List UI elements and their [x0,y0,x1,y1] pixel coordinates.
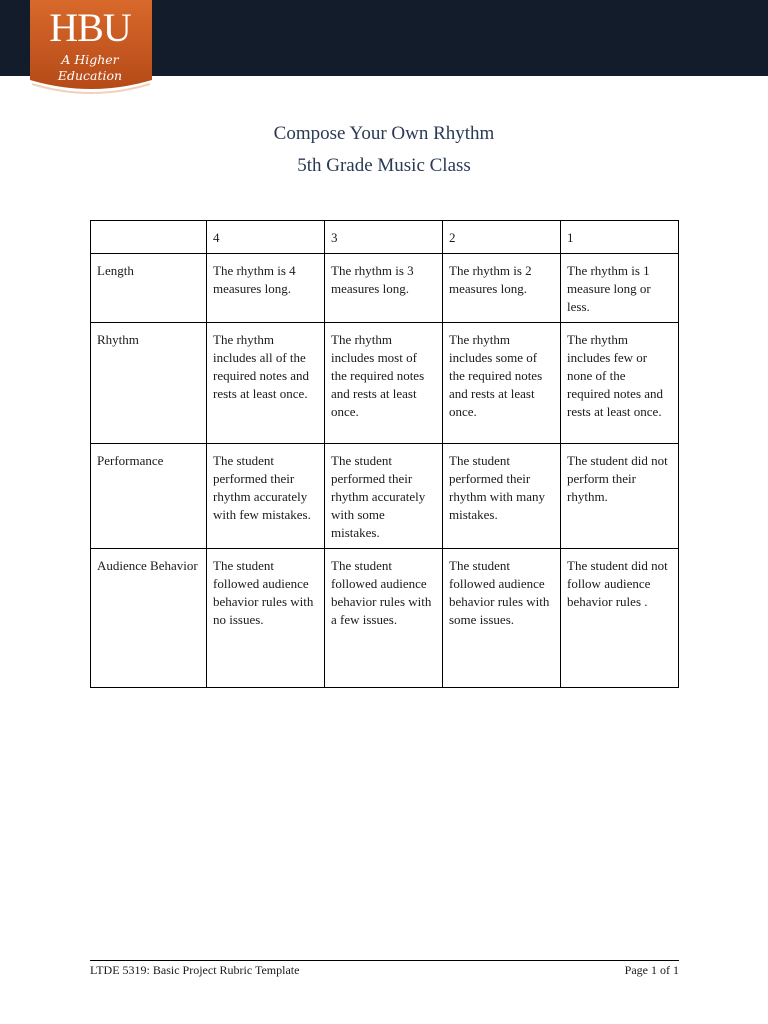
rubric-cell: The student followed audience behavior rules with some issues. [443,549,561,688]
rubric-cell: The student performed their rhythm accurately with some mistakes. [325,444,443,549]
rubric-cell: The rhythm includes most of the required notes and rests at least once. [325,323,443,444]
rubric-row-performance [91,444,679,549]
header-cell-score-3: 3 [325,221,443,254]
rubric-row-rhythm [91,323,679,444]
rubric-row-length [91,254,679,323]
logo-text: HBU [49,5,131,50]
rubric-cell: The student performed their rhythm with many mistakes. [443,444,561,549]
rubric-cell: The student followed audience behavior rules with a few issues. [325,549,443,688]
header-cell-score-1: 1 [561,221,679,254]
criterion-cell: Performance [91,444,207,549]
rubric-cell: The student did not perform their rhythm. [561,444,679,549]
rubric-cell: The rhythm includes some of the required notes and rests at least once. [443,323,561,444]
rubric-cell: The student performed their rhythm accurately with few mistakes. [207,444,325,549]
rubric-cell: The rhythm is 1 measure long or less. [561,254,679,323]
header-cell-empty [91,221,207,254]
rubric-cell: The rhythm includes all of the required notes and rests at least once. [207,323,325,444]
rubric-table [90,220,679,688]
criterion-cell: Length [91,254,207,323]
footer-page-number: Page 1 of 1 [624,963,679,977]
footer-course-label: LTDE 5319: Basic Project Rubric Template [90,963,300,977]
rubric-cell: The rhythm is 2 measures long. [443,254,561,323]
header-cell-score-2: 2 [443,221,561,254]
document-subtitle: 5th Grade Music Class [297,155,471,176]
rubric-cell: The rhythm is 3 measures long. [325,254,443,323]
rubric-row-audience-behavior [91,549,679,688]
footer-divider [90,960,679,961]
rubric-cell: The student did not follow audience behavior rules . [561,549,679,688]
rubric-header-row [91,221,679,254]
criterion-cell: Rhythm [91,323,207,444]
hbu-logo [30,0,156,100]
rubric-cell: The rhythm is 4 measures long. [207,254,325,323]
header-cell-score-4: 4 [207,221,325,254]
rubric-cell: The student followed audience behavior rules with no issues. [207,549,325,688]
logo-tagline: A Higher Education [57,52,123,83]
rubric-cell: The rhythm includes few or none of the required notes and rests at least once. [561,323,679,444]
criterion-cell: Audience Behavior [91,549,207,688]
document-title: Compose Your Own Rhythm [273,123,495,144]
